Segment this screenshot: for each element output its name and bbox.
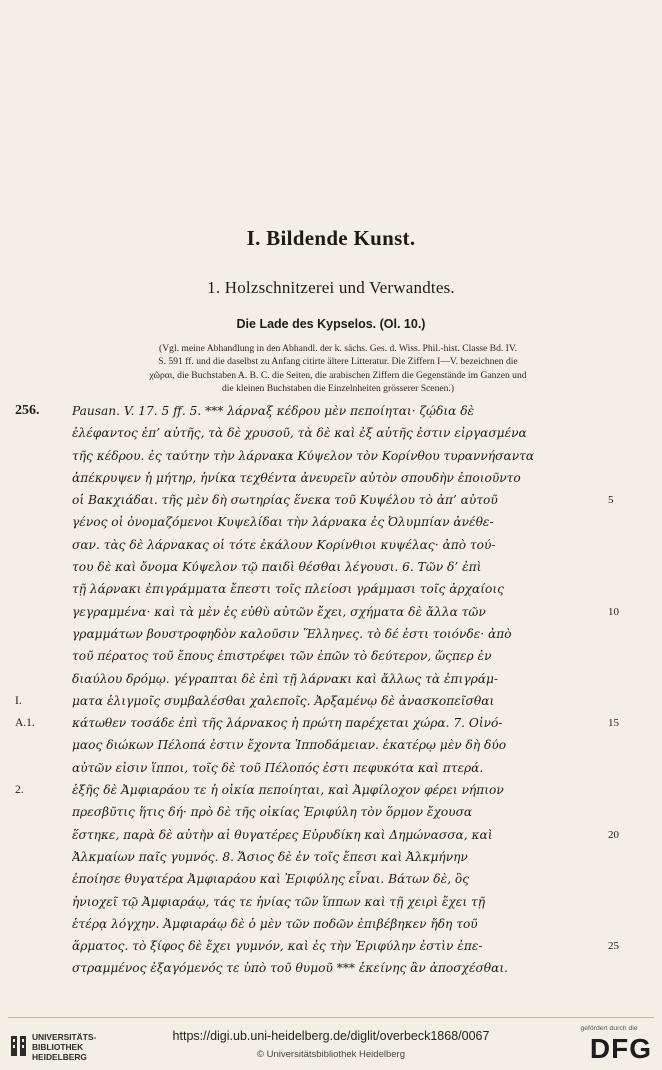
line-text: ἑξῆς δὲ Ἀμφιαράου τε ἡ οἰκία πεποίηται, καὶ Ἀμφίλοχον φέρει νήπιον: [72, 783, 504, 798]
line-number: 5: [608, 494, 614, 507]
text-line: [72, 623, 592, 645]
text-line: [72, 868, 592, 890]
line-text: τῇ λάρνακι ἐπιγράμματα ἔπεστι τοῖς πλείοσι γράμμασι τοῖς ἀρχαίοις: [72, 582, 504, 597]
permalink-url[interactable]: https://digi.ub.uni-heidelberg.de/diglit/overbeck1868/0067: [172, 1029, 490, 1043]
text-line: [72, 734, 592, 756]
note-line: die kleinen Buchstaben die Einzelnheiten grösserer Scenen.): [221, 382, 455, 394]
line-text: Ἀλκμαίων παῖς γυμνός. 8. Ἄσιος δὲ ἐν τοῖς ἔπεσι καὶ Ἀλκμήνην: [72, 849, 468, 864]
line-number: 15: [608, 717, 619, 730]
text-line: [72, 578, 592, 600]
line-number: 20: [608, 828, 619, 841]
note-line: (Vgl. meine Abhandlung in den Abhandl. der k. sächs. Ges. d. Wiss. Phil.-hist. Classe Bd. IV.: [159, 343, 517, 354]
text-line: [72, 846, 592, 868]
line-text: μαος διώκων Πέλοπά ἐστιν ἔχοντα Ἱπποδάμειαν. ἑκατέρῳ μὲν δὴ δύο: [72, 738, 507, 753]
funder-caption: gefördert durch die: [580, 1025, 638, 1032]
text-line: [72, 757, 592, 779]
line-text: στραμμένος ἐξαγόμενός τε ὑπὸ τοῦ θυμοῦ *** ἐκείνης ἂν ἀποσχέσθαι.: [72, 961, 509, 976]
line-text: Pausan. V. 17. 5 ff. 5. *** λάρναξ κέδρου μὲν πεποίηται· ζῴδια δὲ: [72, 404, 475, 418]
text-line: [72, 801, 592, 823]
library-name-line: HEIDELBERG: [32, 1052, 87, 1063]
text-line: [72, 824, 619, 846]
text-line: [72, 534, 592, 556]
text-line: [15, 690, 592, 712]
text-line: [72, 601, 619, 623]
line-text: ἐποίησε θυγατέρα Ἀμφιαράου καὶ Ἐριφύλης εἶναι. Βάτων δὲ, ὃς: [72, 872, 470, 887]
line-number: 25: [608, 940, 619, 953]
text-line: [72, 511, 592, 533]
topic-heading: Die Lade des Kypselos. (Ol. 10.): [236, 317, 426, 331]
text-line: [72, 467, 592, 489]
text-line: [72, 913, 592, 935]
line-text: ἑτέρᾳ λόγχην. Ἀμφιαράῳ δὲ ὁ μὲν τῶν ποδῶν ἐπιβέβηκεν ἤδη τοῦ: [72, 916, 478, 931]
line-text: ἡνιοχεῖ τῷ Ἀμφιαράῳ, τάς τε ἡνίας τῶν ἵππων καὶ τῇ χειρὶ ἔχει τῇ: [72, 894, 486, 909]
line-text: ἅρματος. τὸ ξίφος δὲ ἔχει γυμνόν, καὶ ἐς τὴν Ἐριφύλην ἐστὶν ἐπε-: [72, 939, 483, 954]
line-text: γεγραμμένα· καὶ τὰ μὲν ἐς εὐθὺ αὐτῶν ἔχει, σχήματα δὲ ἄλλα τῶν: [72, 604, 486, 619]
text-line: [72, 645, 592, 667]
line-text: ἀπέκρυψεν ἡ μήτηρ, ἡνίκα τεχθέντα ἀνευρεῖν αὐτὸν σπουδὴν ἐποιοῦντο: [72, 470, 521, 485]
library-name-line: BIBLIOTHEK: [32, 1042, 84, 1053]
footer-bar: [0, 1023, 662, 1070]
subsection-heading: 1. Holzschnitzerei und Verwandtes.: [207, 278, 455, 297]
line-text: κάτωθεν τοσάδε ἐπὶ τῆς λάρνακος ἡ πρώτη παρέχεται χώρα. 7. Οἰνό-: [72, 716, 503, 731]
text-line: [72, 668, 592, 690]
line-text: πρεσβῦτις ἥτις δή· πρὸ δὲ τῆς οἰκίας Ἐριφύλη τὸν ὅρμον ἔχουσα: [72, 805, 473, 820]
line-text: γένος οἱ ὀνομαζόμενοι Κυψελίδαι τὴν λάρνακα ἐς Ὀλυμπίαν ἀνέθε-: [72, 515, 494, 530]
line-text: οἱ Βακχιάδαι. τῆς μὲν δὴ σωτηρίας ἕνεκα τοῦ Κυψέλου τὸ ἀπ’ αὐτοῦ: [72, 493, 498, 508]
funder-wordmark: DFG: [589, 1033, 652, 1064]
passage-number: 256.: [15, 403, 40, 418]
note-line: S. 591 ff. und die daselbst zu Anfang citirte ältere Litteratur. Die Ziffern I—V. bezeichnen die: [158, 356, 518, 368]
line-text: του δὲ καὶ ὄνομα Κύψελον τῷ παιδὶ θέσθαι λέγουσι. 6. Τῶν δ’ ἐπὶ: [72, 560, 482, 575]
section-heading: I. Bildende Kunst.: [246, 226, 416, 250]
text-line: [72, 556, 592, 578]
library-name-line: UNIVERSITÄTS-: [32, 1032, 97, 1042]
line-text: ἕστηκε, παρὰ δὲ αὐτὴν αἱ θυγατέρες Εὐρυδίκη καὶ Δημώνασσα, καὶ: [72, 827, 493, 842]
text-line: [72, 957, 592, 979]
text-line: [72, 935, 619, 957]
margin-marker: A.1.: [15, 717, 35, 730]
margin-marker: 2.: [15, 784, 24, 797]
note-line: χῶραι, die Buchstaben A. B. C. die Seiten, die arabischen Ziffern die Gegenstände im Ganzen und: [149, 369, 527, 381]
text-line: [72, 891, 592, 913]
line-text: ἐλέφαντος ἐπ’ αὐτῆς, τὰ δὲ χρυσοῦ, τὰ δὲ καὶ ἐξ αὐτῆς ἐστιν εἰργασμένα: [72, 426, 527, 441]
line-text: ματα ἑλιγμοῖς συμβαλέσθαι χαλεποῖς. Ἀρξαμένῳ δὲ ἀνασκοπεῖσθαι: [72, 693, 495, 708]
editorial-note: [58, 342, 618, 395]
copyright-notice: © Universitätsbibliothek Heidelberg: [257, 1049, 405, 1060]
line-text: σαν. τὰς δὲ λάρνακας οἱ τότε ἐκάλουν Κορίνθιοι κυψέλας· ἀπὸ τού-: [72, 537, 496, 552]
line-text: τοῦ πέρατος τοῦ ἔπους ἐπιστρέφει τῶν ἐπῶν τὸ δεύτερον, ὥςπερ ἐν: [72, 649, 492, 664]
line-text: αὐτῶν εἰσιν ἵπποι, τοῖς δὲ τοῦ Πέλοπός ἐστι πεφυκότα καὶ πτερά.: [72, 760, 484, 775]
text-line: [72, 445, 592, 467]
greek-passage: [15, 400, 619, 980]
text-line: [72, 422, 592, 444]
margin-marker: I.: [15, 694, 22, 707]
line-text: γραμμάτων βουστροφηδὸν καλοῦσιν Ἕλληνες. τὸ δέ ἐστι τοιόνδε· ἀπὸ: [72, 626, 512, 641]
text-line: [15, 779, 592, 801]
dfg-logo[interactable]: [566, 1025, 652, 1067]
text-line: [72, 489, 614, 511]
line-text: διαύλου δρόμῳ. γέγραπται δὲ ἐπὶ τῇ λάρνακι καὶ ἄλλως τὰ ἐπιγράμ-: [72, 671, 499, 686]
line-text: τῆς κέδρου. ἐς ταύτην τὴν λάρνακα Κύψελον τὸν Κορίνθου τυραννήσαντα: [72, 448, 535, 463]
line-number: 10: [608, 605, 619, 618]
text-line: [15, 400, 592, 422]
text-line: [15, 712, 619, 734]
footer-divider: [8, 1017, 654, 1018]
